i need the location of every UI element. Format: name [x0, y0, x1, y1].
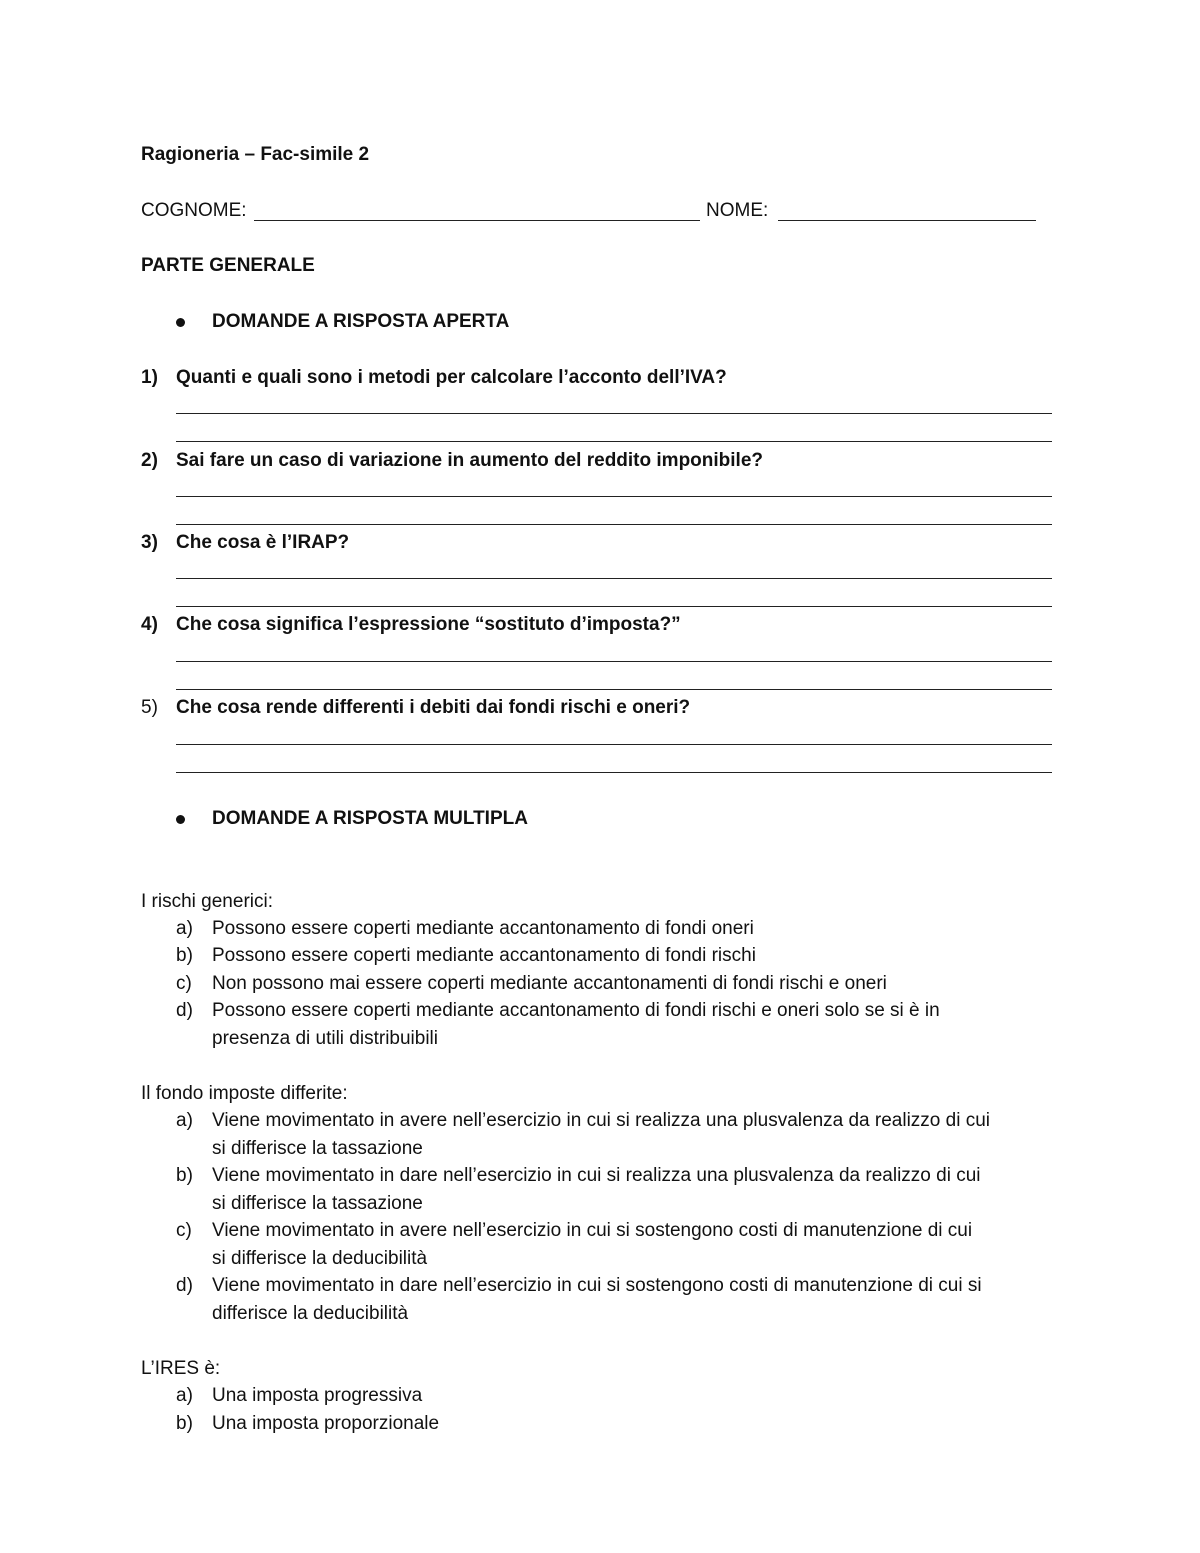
option-text: Viene movimentato in dare nell’esercizio in cui si sostengono costi di manutenzione di cui si [212, 1275, 982, 1296]
option-letter[interactable]: c) [176, 1220, 192, 1241]
multiple-choice-heading: DOMANDE A RISPOSTA MULTIPLA [212, 808, 528, 829]
answer-line[interactable] [176, 496, 1052, 497]
option-letter[interactable]: c) [176, 973, 192, 994]
surname-label: COGNOME: [141, 200, 247, 221]
question-text: Che cosa significa l’espressione “sostituto d’imposta?” [176, 614, 681, 635]
option-letter[interactable]: d) [176, 1275, 193, 1296]
question-text: Sai fare un caso di variazione in aumento del reddito imponibile? [176, 450, 763, 471]
answer-line[interactable] [176, 578, 1052, 579]
answer-line[interactable] [176, 772, 1052, 773]
question-number: 1) [141, 367, 158, 388]
answer-line[interactable] [176, 524, 1052, 525]
mc-question-text: I rischi generici: [141, 891, 273, 912]
option-text: si differisce la deducibilità [212, 1248, 428, 1269]
option-text: Possono essere coperti mediante accantonamento di fondi rischi [212, 945, 756, 966]
option-text: Possono essere coperti mediante accantonamento di fondi rischi e oneri solo se si è in [212, 1000, 940, 1021]
answer-line[interactable] [176, 606, 1052, 607]
question-number: 5) [141, 697, 158, 718]
section-title: PARTE GENERALE [141, 255, 315, 276]
mc-question-text: Il fondo imposte differite: [141, 1083, 348, 1104]
bullet-icon [176, 318, 185, 327]
option-text: Viene movimentato in avere nell’esercizio in cui si realizza una plusvalenza da realizzo di cui [212, 1110, 990, 1131]
option-letter[interactable]: b) [176, 1165, 193, 1186]
name-field[interactable] [778, 220, 1036, 221]
question-number: 3) [141, 532, 158, 553]
answer-line[interactable] [176, 413, 1052, 414]
option-letter[interactable]: d) [176, 1000, 193, 1021]
option-letter[interactable]: a) [176, 1110, 193, 1131]
option-text: Possono essere coperti mediante accantonamento di fondi oneri [212, 918, 754, 939]
option-text: Una imposta progressiva [212, 1385, 423, 1406]
document-title: Ragioneria – Fac-simile 2 [141, 144, 370, 165]
option-text: Viene movimentato in avere nell’esercizio in cui si sostengono costi di manutenzione di cui [212, 1220, 973, 1241]
option-letter[interactable]: a) [176, 1385, 193, 1406]
question-number: 4) [141, 614, 158, 635]
option-letter[interactable]: a) [176, 918, 193, 939]
answer-line[interactable] [176, 689, 1052, 690]
question-text: Che cosa è l’IRAP? [176, 532, 350, 553]
answer-line[interactable] [176, 744, 1052, 745]
name-label: NOME: [706, 200, 769, 221]
question-text: Che cosa rende differenti i debiti dai fondi rischi e oneri? [176, 697, 691, 718]
mc-question-text: L’IRES è: [141, 1358, 221, 1379]
option-text: presenza di utili distribuibili [212, 1028, 438, 1049]
answer-line[interactable] [176, 441, 1052, 442]
option-text: si differisce la tassazione [212, 1138, 423, 1159]
option-text: Non possono mai essere coperti mediante accantonamenti di fondi rischi e oneri [212, 973, 887, 994]
option-letter[interactable]: b) [176, 945, 193, 966]
option-text: si differisce la tassazione [212, 1193, 423, 1214]
question-text: Quanti e quali sono i metodi per calcolare l’acconto dell’IVA? [176, 367, 727, 388]
option-letter[interactable]: b) [176, 1413, 193, 1434]
option-text: Una imposta proporzionale [212, 1413, 440, 1434]
answer-line[interactable] [176, 661, 1052, 662]
bullet-icon [176, 815, 185, 824]
open-questions-heading: DOMANDE A RISPOSTA APERTA [212, 311, 510, 332]
question-number: 2) [141, 450, 158, 471]
option-text: differisce la deducibilità [212, 1303, 409, 1324]
surname-field[interactable] [254, 220, 700, 221]
option-text: Viene movimentato in dare nell’esercizio in cui si realizza una plusvalenza da realizzo di cui [212, 1165, 981, 1186]
